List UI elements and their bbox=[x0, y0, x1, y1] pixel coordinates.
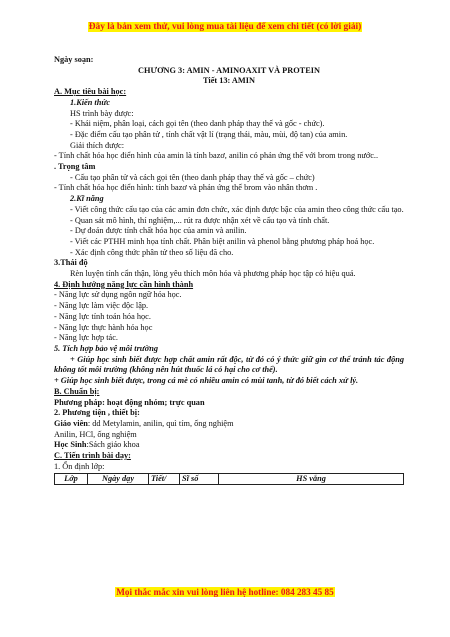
stabilize-line: 1. Ổn định lớp: bbox=[54, 461, 105, 471]
attitude-item: Rèn luyện tính cẩn thận, lòng yêu thích môn hóa và phương pháp học tập có hiệu quả. bbox=[70, 269, 356, 279]
skill-item: - Dự đoán được tính chất hóa học của amin và anilin. bbox=[70, 226, 247, 236]
competence-item: - Năng lực thực hành hóa học bbox=[54, 322, 153, 332]
table-header-cell: Tiết/ bbox=[149, 474, 180, 485]
table-header-cell: Lớp bbox=[55, 474, 88, 485]
teacher-text: : dd Metylamin, anilin, quì tím, ống nghiệm bbox=[87, 418, 234, 428]
table-header-cell: HS vắng bbox=[219, 474, 404, 485]
competence-item: - Năng lực tính toán hóa học. bbox=[54, 311, 151, 321]
knowledge-item: - Khái niệm, phân loại, cách gọi tên (theo danh pháp thay thế và gốc - chức). bbox=[70, 119, 325, 129]
hotline-banner bbox=[0, 587, 450, 598]
student-label: Học Sinh bbox=[54, 440, 87, 450]
competence-item: - Năng lực làm việc độc lập. bbox=[54, 301, 149, 311]
knowledge-title: 1.Kiến thức bbox=[70, 97, 111, 107]
section-b-title: B. Chuẩn bị: bbox=[54, 386, 100, 396]
teacher-line-2: Anilin, HCl, ống nghiệm bbox=[54, 429, 137, 439]
focus-title: . Trọng tâm bbox=[54, 162, 96, 172]
teacher-label: Giáo viên bbox=[54, 418, 88, 428]
env-item: + Giúp học sinh biết được hợp chất amin rất độc, từ đó có ý thức giữ gìn cơ thể tránh tác động không tốt môi trường (không nên hút thuốc lá có hại cho cơ thể). bbox=[54, 354, 404, 375]
skill-item: - Quan sát mô hình, thí nghiệm,... rút ra được nhận xét về cấu tạo và tính chất. bbox=[70, 215, 330, 225]
date-label: Ngày soạn: bbox=[54, 55, 94, 64]
skill-item: - Viết công thức cấu tạo của các amin đơn chức, xác định được bậc của amin theo công thức cấu tạo. bbox=[70, 204, 404, 214]
section-a-title: A. Mục tiêu bài học: bbox=[54, 87, 127, 97]
explain-intro: Giải thích được: bbox=[70, 140, 125, 150]
table-header-row bbox=[55, 474, 404, 485]
hotline-banner-text: Mọi thắc mắc xin vui lòng liên hệ hotline: 084 283 45 85 bbox=[116, 587, 334, 597]
knowledge-intro: HS trình bày được: bbox=[70, 108, 134, 118]
lesson-title: Tiết 13: AMIN bbox=[203, 76, 255, 86]
focus-item: - Tính chất hóa học điển hình: tính bazơ và phản ứng thế brom vào nhân thơm . bbox=[54, 183, 318, 193]
competence-title: 4. Định hướng năng lực cần hình thành bbox=[54, 279, 194, 289]
chapter-title: CHƯƠNG 3: AMIN - AMINOAXIT VÀ PROTEIN bbox=[138, 65, 320, 75]
table-header-cell: Ngày dạy bbox=[88, 474, 149, 485]
attendance-table bbox=[54, 473, 404, 485]
competence-item: - Năng lực hợp tác. bbox=[54, 333, 118, 343]
env-title: 5. Tích hợp bảo vệ môi trường bbox=[54, 343, 158, 353]
focus-item: - Cấu tạo phân tử và cách gọi tên (theo danh pháp thay thế và gốc – chức) bbox=[70, 172, 315, 182]
teacher-line bbox=[54, 419, 404, 430]
tools-title: 2. Phương tiện , thiết bị: bbox=[54, 408, 140, 418]
preview-banner-text: Đây là bản xem thử, vui lòng mua tài liệu để xem chi tiết (có lời giải) bbox=[88, 22, 362, 32]
preview-banner bbox=[0, 22, 450, 33]
skill-item: - Viết các PTHH minh họa tính chất. Phân biệt anilin và phenol bằng phương pháp hoá học. bbox=[70, 236, 375, 246]
section-c-title: C. Tiến trình bài dạy: bbox=[54, 451, 131, 461]
table-header-cell: Sĩ số bbox=[180, 474, 219, 485]
method-line: Phương pháp: hoạt động nhóm; trực quan bbox=[54, 397, 205, 407]
skills-title: 2.Kĩ năng bbox=[70, 194, 104, 204]
explain-item: - Tính chất hóa học điển hình của amin là tính bazơ, anilin có phản ứng thế với brom trong nước.. bbox=[54, 151, 379, 161]
student-text: :Sách giáo khoa bbox=[86, 440, 140, 450]
student-line bbox=[54, 440, 404, 451]
knowledge-item: - Đặc điểm cấu tạo phân tử , tính chất vật lí (trạng thái, màu, mùi, độ tan) của amin. bbox=[70, 129, 348, 139]
competence-item: - Năng lực sử dụng ngôn ngữ hóa học. bbox=[54, 290, 182, 300]
env-item: + Giúp học sinh biết được, trong cá mè có nhiều amin có mùi tanh, từ đó biết cách xử lý. bbox=[54, 376, 359, 386]
attitude-title: 3.Thái độ bbox=[54, 258, 88, 268]
skill-item: - Xác định công thức phân tử theo số liệu đã cho. bbox=[70, 247, 234, 257]
document-page bbox=[54, 55, 404, 485]
